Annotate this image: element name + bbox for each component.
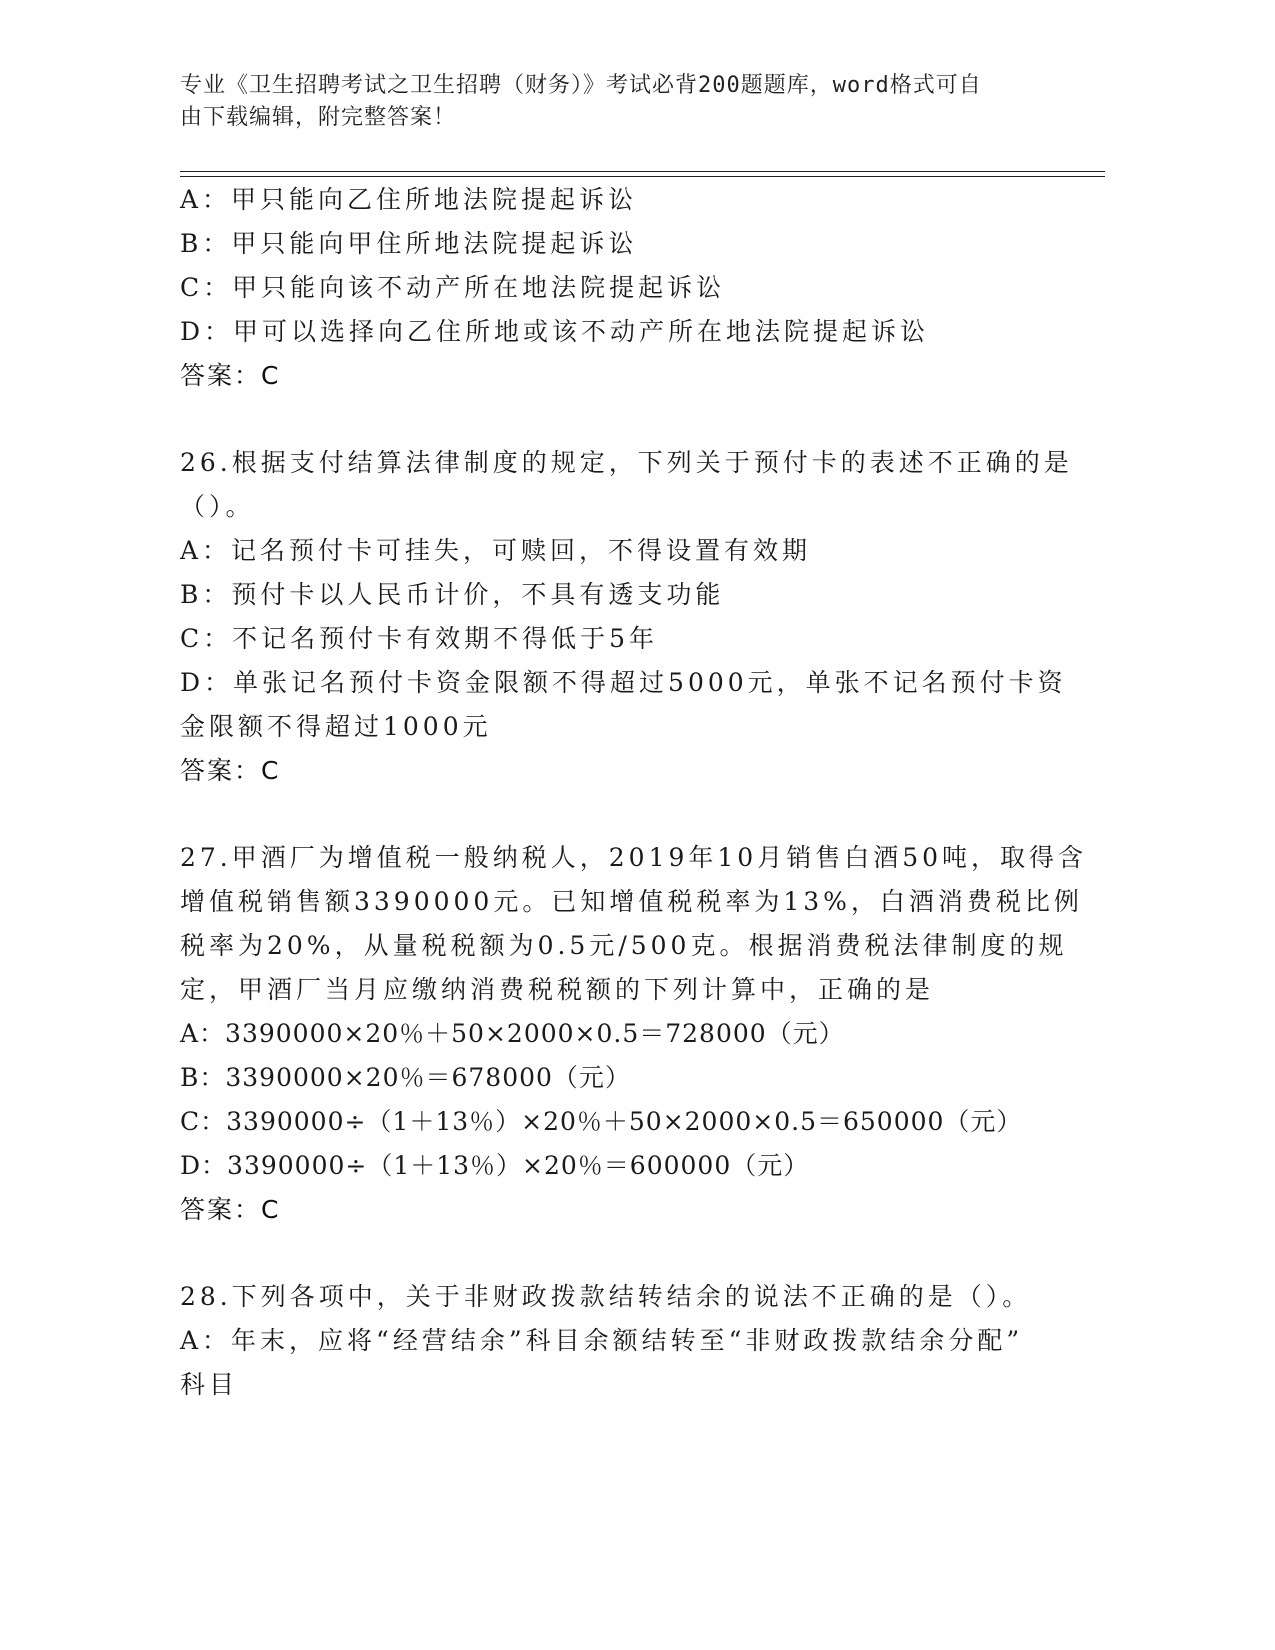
question-text: 28.下列各项中，关于非财政拨款结转结余的说法不正确的是（）。 <box>180 1282 1032 1311</box>
answer: 答案：C <box>180 756 281 785</box>
option-a: A：记名预付卡可挂失，可赎回，不得设置有效期 <box>180 536 812 565</box>
spacer <box>180 398 1060 441</box>
question-text: （）。 <box>180 492 255 521</box>
question-text: 26.根据支付结算法律制度的规定，下列关于预付卡的表述不正确的是 <box>180 448 1073 477</box>
question-text: 税率为20%，从量税税额为0.5元/500克。根据消费税法律制度的规 <box>180 931 1068 960</box>
option-a: A：甲只能向乙住所地法院提起诉讼 <box>180 185 638 214</box>
option-c: C：甲只能向该不动产所在地法院提起诉讼 <box>180 273 726 302</box>
option-a-continued: 科目 <box>180 1370 239 1399</box>
question-26 <box>180 441 1073 793</box>
option-b: B：预付卡以人民币计价，不具有透支功能 <box>180 580 725 609</box>
option-d: D：甲可以选择向乙住所地或该不动产所在地法院提起诉讼 <box>180 317 930 346</box>
option-a: A：年末，应将“经营结余”科目余额结转至“非财政拨款结余分配” <box>180 1326 1024 1355</box>
option-c: C：不记名预付卡有效期不得低于5年 <box>180 624 659 653</box>
header-line-2: 由下载编辑，附完整答案！ <box>180 105 457 130</box>
header-divider-top <box>180 171 1105 172</box>
header-divider-bottom <box>180 176 1105 177</box>
question-28 <box>180 1275 1060 1407</box>
question-25 <box>180 178 1060 398</box>
spacer <box>180 1232 1060 1275</box>
answer: 答案：C <box>180 361 281 390</box>
option-c: C：3390000÷（1＋13％）×20％＋50×2000×0.5＝650000（元） <box>180 1107 1023 1136</box>
option-b: B：3390000×20％＝678000（元） <box>180 1063 631 1092</box>
answer: 答案：C <box>180 1195 281 1224</box>
spacer <box>180 793 1060 836</box>
question-text: 增值税销售额3390000元。已知增值税税率为13%，白酒消费税比例 <box>180 887 1083 916</box>
question-text: 定，甲酒厂当月应缴纳消费税税额的下列计算中，正确的是 <box>180 975 935 1004</box>
option-d-continued: 金限额不得超过1000元 <box>180 712 492 741</box>
option-a: A：3390000×20％＋50×2000×0.5＝728000（元） <box>180 1019 845 1048</box>
question-content <box>180 178 1088 1407</box>
option-d: D：3390000÷（1＋13％）×20％＝600000（元） <box>180 1151 810 1180</box>
document-header <box>180 70 1040 134</box>
question-27 <box>180 836 1088 1232</box>
option-d: D：单张记名预付卡资金限额不得超过5000元，单张不记名预付卡资 <box>180 668 1067 697</box>
question-text: 27.甲酒厂为增值税一般纳税人，2019年10月销售白酒50吨，取得含 <box>180 843 1088 872</box>
option-b: B：甲只能向甲住所地法院提起诉讼 <box>180 229 638 258</box>
header-line-1: 专业《卫生招聘考试之卫生招聘（财务）》考试必背200题题库，word格式可自 <box>180 73 982 98</box>
